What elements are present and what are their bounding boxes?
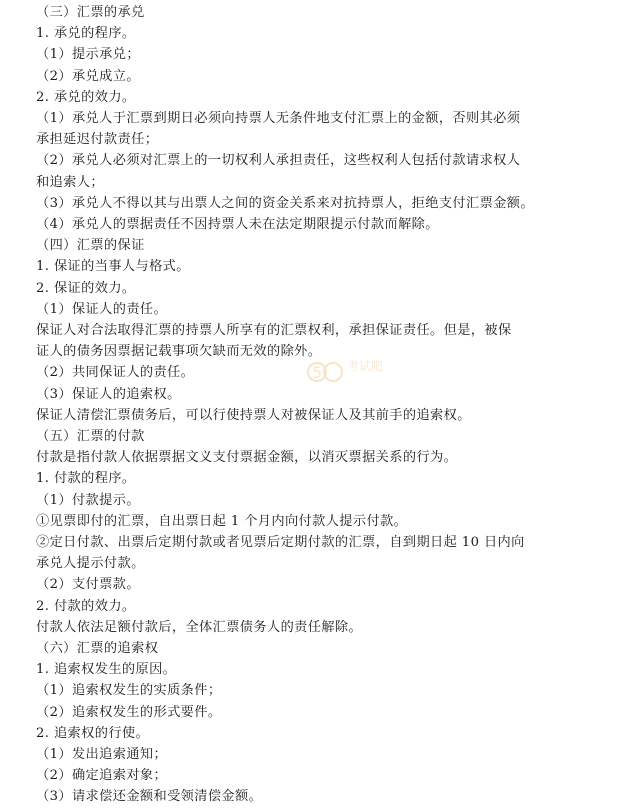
text-line: （3）保证人的追索权。	[36, 386, 181, 402]
text-line: 2. 追索权的行使。	[36, 725, 150, 741]
text-line: （3）请求偿还金额和受领清偿金额。	[36, 789, 263, 805]
text-line: （1）付款提示。	[36, 492, 140, 508]
watermark-number: 5	[312, 363, 323, 382]
text-line: 承担延迟付款责任；	[36, 132, 159, 148]
text-line: 保证人清偿汇票债务后，可以行使持票人对被保证人及其前手的追索权。	[36, 407, 471, 423]
text-line: （1）发出追索通知；	[36, 747, 168, 762]
text-line: （1）保证人的责任。	[36, 301, 168, 317]
text-line: （三）汇票的承兑	[36, 5, 145, 20]
text-line: （2）追索权发生的形式要件。	[36, 704, 222, 720]
text-line: （4）承兑人的票据责任不因持票人未在法定期限提示付款而解除。	[36, 217, 439, 232]
text-line: 承兑人提示付款。	[36, 556, 145, 572]
text-line: （2）承兑人必须对汇票上的一切权利人承担责任，这些权利人包括付款请求权人	[36, 153, 521, 169]
text-line: ②定日付款、出票后定期付款或者见票后定期付款的汇票，自到期日起 10 日内向	[36, 535, 525, 550]
watermark-text: 考试吧	[347, 359, 384, 373]
text-line: 保证人对合法取得汇票的持票人所享有的汇票权利，承担保证责任。但是，被保	[36, 323, 512, 338]
text-line: 付款是指付款人依据票据文义支付票据金额，以消灭票据关系的行为。	[36, 450, 458, 466]
text-line: （2）承兑成立。	[36, 68, 140, 84]
text-line: （2）共同保证人的责任。	[36, 365, 195, 381]
text-line: 2. 付款的效力。	[36, 598, 136, 614]
text-line: 1. 付款的程序。	[36, 471, 136, 487]
text-line: （2）支付票款。	[36, 577, 140, 593]
text-line: （四）汇票的保证	[36, 238, 145, 254]
text-line: 和追索人；	[36, 174, 104, 190]
text-line: （六）汇票的追索权	[36, 641, 159, 656]
text-line: ①见票即付的汇票，自出票日起 1 个月内向付款人提示付款。	[36, 513, 408, 529]
text-line: 1. 追索权发生的原因。	[36, 662, 177, 678]
text-line: 2. 保证的效力。	[36, 280, 136, 296]
text-line: 2. 承兑的效力。	[36, 89, 136, 105]
text-line: 1. 保证的当事人与格式。	[36, 259, 190, 275]
text-line: 1. 承兑的程序。	[36, 26, 136, 42]
text-line: （1）承兑人于汇票到期日必须向持票人无条件地支付汇票上的金额，否则其必须	[36, 111, 521, 126]
text-line: （1）提示承兑；	[36, 47, 140, 63]
text-line: 付款人依法足额付款后，全体汇票债务人的责任解除。	[36, 619, 363, 635]
text-line: 证人的债务因票据记载事项欠缺而无效的除外。	[36, 344, 322, 360]
text-line: （2）确定追索对象；	[36, 768, 168, 784]
text-line: （五）汇票的付款	[36, 429, 145, 444]
text-line: （1）追索权发生的实质条件；	[36, 683, 222, 699]
text-line: （3）承兑人不得以其与出票人之间的资金关系来对抗持票人，拒绝支付汇票金额。	[36, 195, 534, 211]
